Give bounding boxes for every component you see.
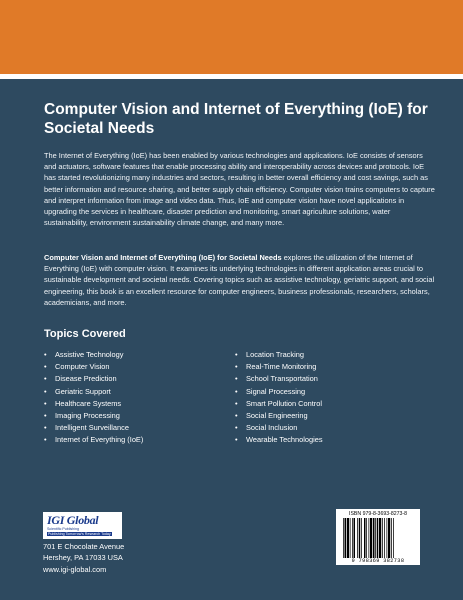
topic-item: • Smart Pollution Control <box>235 398 415 410</box>
topics-list-right <box>235 349 415 447</box>
topic-item: • Assistive Technology <box>44 349 224 361</box>
barcode-block <box>336 509 420 565</box>
address-city: Hershey, PA 17033 USA <box>43 553 123 563</box>
isbn-label: ISBN 979-8-3693-8273-8 <box>349 511 407 517</box>
barcode-number: 9 798369 382738 <box>351 558 405 564</box>
orange-header-band <box>0 0 463 74</box>
topic-item: • Social Inclusion <box>235 422 415 434</box>
barcode-icon <box>342 518 414 558</box>
topic-item: • Healthcare Systems <box>44 398 224 410</box>
description-paragraph-1: The Internet of Everything (IoE) has been enabled by various technologies and applications. IoE consists of sensors and actuators, software features that enable processing ability and interoperability across devices and protocols. IoE has started revolutionizing many industries and sectors, resulting in better overall efficiency and cost savings, such as better information and resource sharing, and better supply chain efficiency. Computer vision trains computers to capture and interpret information from image and video data. Thus, IoE and computer vision have novel applications in upgrading the services in healthcare, disaster prediction and monitoring, smart agriculture solutions, water sustainability, environment sustainability climate change, and many more. <box>44 151 435 228</box>
topics-heading: Topics Covered <box>44 328 126 340</box>
publisher-website: www.igi-global.com <box>43 564 107 574</box>
publisher-address <box>43 541 124 575</box>
paragraph-2-body: explores the utilization of the Internet of Everything (IoE) with computer vision. It examines its underlying technologies in different application areas crucial to sustainable development and societal needs. Covering topics such as assistive technology, geriatric support, and social engineering, this book is an excellent resource for computer engineers, business professionals, researchers, scholars, academicians, and more. <box>44 253 435 307</box>
topic-item: • School Transportation <box>235 373 415 385</box>
publisher-logo <box>43 512 122 539</box>
topic-item: • Geriatric Support <box>44 386 224 398</box>
header-divider <box>0 74 463 79</box>
book-title: Computer Vision and Internet of Everything (IoE) for Societal Needs <box>44 101 428 137</box>
topic-item: • Wearable Technologies <box>235 434 415 446</box>
topic-item: • Intelligent Surveillance <box>44 422 224 434</box>
topic-item: • Signal Processing <box>235 386 415 398</box>
logo-tagline: Publishing Tomorrow's Research Today <box>48 532 111 536</box>
topic-item: • Disease Prediction <box>44 373 224 385</box>
address-street: 701 E Chocolate Avenue <box>43 542 125 551</box>
paragraph-2-title: Computer Vision and Internet of Everything (IoE) for Societal Needs <box>44 253 282 262</box>
topic-item: • Computer Vision <box>44 361 224 373</box>
topic-item: • Location Tracking <box>235 349 415 361</box>
topic-item: • Social Engineering <box>235 410 415 422</box>
logo-subtitle: Scientific Publishing <box>47 527 79 531</box>
topic-item: • Real-Time Monitoring <box>235 361 415 373</box>
topic-item: • Internet of Everything (IoE) <box>44 434 224 446</box>
description-paragraph-2 <box>44 252 436 308</box>
topic-item: • Imaging Processing <box>44 410 224 422</box>
logo-name: IGI Global <box>47 513 99 527</box>
topics-list-left <box>44 349 224 447</box>
